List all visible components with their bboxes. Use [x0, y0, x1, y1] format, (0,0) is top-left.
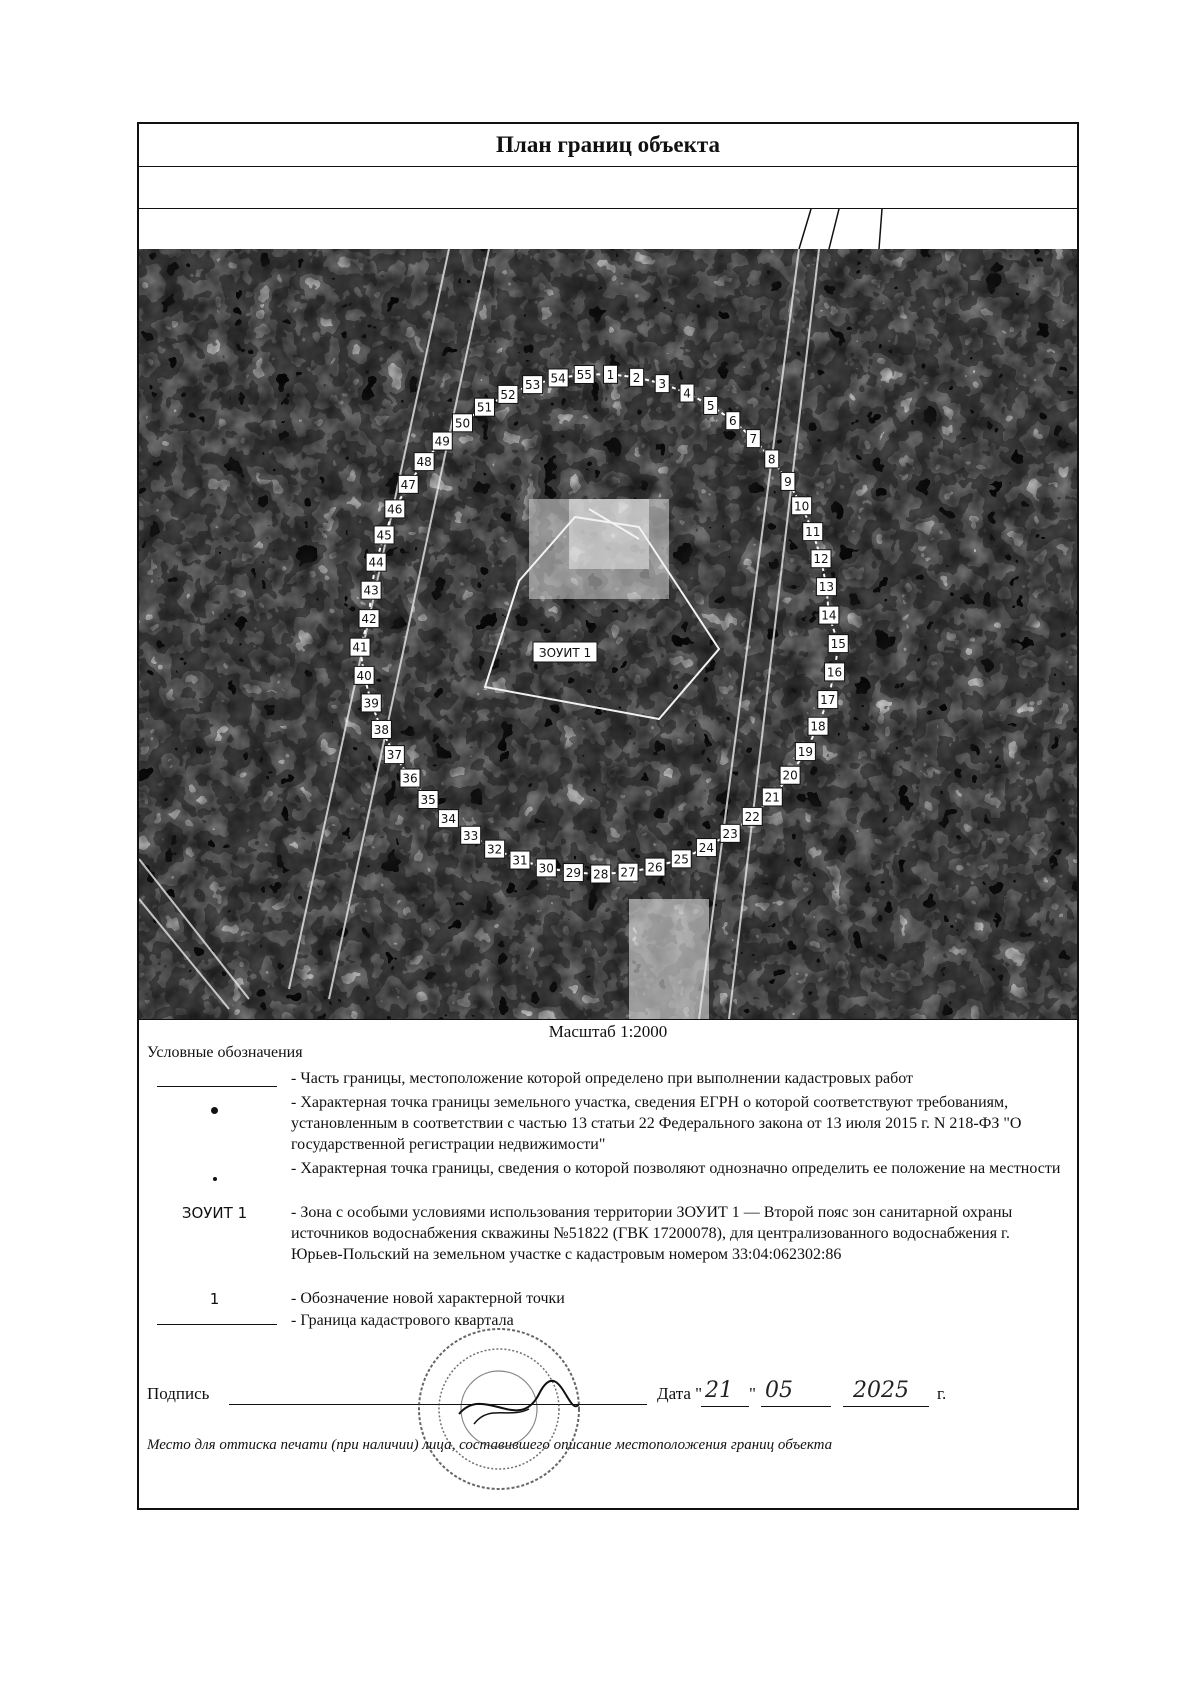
boundary-point-label: 5: [706, 398, 715, 413]
big-dot-icon: [147, 1099, 282, 1120]
date-month: 05: [765, 1378, 793, 1403]
legend-title: Условные обозначения: [147, 1044, 303, 1061]
boundary-point-15: [828, 635, 848, 653]
boundary-point-label: 46: [387, 502, 403, 517]
date-mid: ": [749, 1384, 756, 1403]
legend-item-quarter-boundary: [147, 1310, 1067, 1332]
boundary-point-label: 10: [794, 499, 810, 514]
boundary-point-19: [795, 743, 815, 761]
boundary-point-38: [371, 720, 391, 738]
boundary-point-9: [781, 472, 795, 490]
boundary-point-label: 41: [352, 640, 368, 655]
boundary-point-label: 22: [744, 809, 760, 824]
boundary-point-label: 19: [797, 745, 814, 760]
boundary-point-48: [414, 453, 434, 471]
boundary-point-label: 43: [363, 583, 379, 598]
boundary-point-label: 2: [632, 370, 641, 385]
boundary-point-label: 47: [400, 477, 416, 492]
boundary-point-label: 52: [500, 387, 516, 402]
boundary-point-18: [808, 717, 828, 735]
boundary-point-43: [361, 581, 381, 599]
boundary-point-label: 30: [538, 861, 554, 876]
boundary-point-label: 29: [565, 866, 581, 881]
boundary-point-30: [536, 859, 556, 877]
boundary-point-label: 4: [683, 386, 691, 401]
boundary-point-label: 3: [658, 377, 667, 392]
boundary-point-label: 11: [805, 525, 821, 540]
boundary-point-label: 50: [454, 416, 471, 431]
boundary-point-label: 20: [782, 768, 798, 783]
aerial-texture: [139, 209, 1077, 1019]
boundary-point-label: 28: [593, 867, 609, 882]
legend-item-zouit: [147, 1202, 1067, 1286]
boundary-point-53: [523, 376, 543, 394]
boundary-point-label: 6: [729, 414, 737, 429]
signature-line: [229, 1404, 647, 1405]
boundary-point-51: [474, 398, 494, 416]
legend-line-symbol: [157, 1086, 277, 1087]
boundary-point-label: 7: [749, 432, 758, 447]
boundary-point-label: 39: [363, 696, 379, 711]
boundary-point-28: [591, 865, 611, 883]
boundary-point-label: 40: [356, 668, 372, 683]
boundary-point-label: 27: [620, 865, 636, 880]
bright-patch: [569, 499, 649, 569]
date-year: 2025: [853, 1378, 909, 1403]
boundary-point-5: [704, 396, 718, 414]
boundary-point-49: [432, 432, 452, 450]
boundary-point-33: [461, 826, 481, 844]
boundary-point-26: [645, 858, 665, 876]
boundary-point-54: [548, 369, 568, 387]
boundary-point-label: 38: [373, 722, 390, 737]
map-top-blank: [139, 209, 1077, 249]
boundary-point-12: [811, 550, 831, 568]
boundary-point-50: [452, 414, 472, 432]
boundary-point-label: 44: [368, 555, 384, 570]
boundary-point-label: 33: [463, 828, 479, 843]
legend-item-text: - Характерная точка границы земельного участка, сведения ЕГРН о которой соответствуют требованиям, установленным в соответствии с частью 13 статьи 22 Федерального закона от 13 июля 2015 г. N 218-ФЗ "О государственной регистрации недвижимости": [291, 1094, 1022, 1153]
boundary-point-25: [671, 850, 691, 868]
aerial-map: [139, 208, 1077, 1020]
boundary-point-1: [603, 365, 617, 383]
boundary-point-label: 8: [767, 452, 776, 467]
boundary-point-34: [438, 810, 458, 828]
boundary-point-label: 55: [576, 368, 592, 383]
boundary-point-29: [563, 864, 583, 882]
date-day: 21: [705, 1378, 733, 1403]
boundary-point-42: [359, 610, 379, 628]
boundary-point-6: [726, 412, 740, 430]
boundary-point-45: [374, 526, 394, 544]
boundary-point-13: [816, 578, 836, 596]
legend-point-symbol: 1: [209, 1290, 220, 1308]
date-prefix: Дата ": [657, 1384, 703, 1403]
boundary-point-52: [498, 385, 518, 403]
boundary-point-label: 26: [647, 860, 663, 875]
legend-line-symbol: [157, 1324, 277, 1325]
boundary-point-label: 45: [376, 528, 392, 543]
boundary-point-label: 48: [416, 455, 432, 470]
boundary-point-23: [720, 824, 740, 842]
legend-item-registered-point: [147, 1092, 1067, 1156]
boundary-point-36: [400, 769, 420, 787]
boundary-point-37: [384, 746, 404, 764]
boundary-point-44: [366, 553, 386, 571]
boundary-point-label: 1: [606, 367, 615, 382]
plan-sheet: [137, 122, 1079, 1510]
boundary-point-label: 18: [810, 719, 826, 734]
boundary-point-label: 9: [784, 474, 792, 489]
legend-item-text: - Часть границы, местоположение которой определено при выполнении кадастровых работ: [291, 1070, 913, 1087]
page-title: План границ объекта: [496, 132, 720, 157]
boundary-point-55: [574, 366, 594, 384]
boundary-point-3: [655, 375, 669, 393]
signature-label: Подпись: [147, 1384, 210, 1403]
boundary-point-22: [742, 807, 762, 825]
boundary-point-label: 23: [722, 826, 738, 841]
zone-label: ЗОУИТ 1: [538, 646, 592, 660]
boundary-point-24: [696, 839, 716, 857]
boundary-point-label: 51: [476, 400, 493, 415]
boundary-point-label: 31: [512, 853, 528, 868]
legend-item-text: - Зона с особыми условиями использования территории ЗОУИТ 1 — Второй пояс зон санитарной охраны источников водоснабжения скважины №51822 (ГВК 17200078), для централизованного водоснабжения г. Юрьев-Польский на земельном участке с кадастровым номером 33:04:062302:86: [291, 1204, 1013, 1263]
boundary-point-47: [398, 475, 418, 493]
boundary-point-10: [792, 497, 812, 515]
boundary-point-20: [780, 766, 800, 784]
boundary-point-41: [350, 638, 370, 656]
boundary-point-2: [630, 368, 644, 386]
legend-item-text: - Обозначение новой характерной точки: [291, 1290, 565, 1307]
legend-item-text: - Характерная точка границы, сведения о которой позволяют однозначно определить ее положение на местности: [291, 1160, 1061, 1177]
boundary-point-label: 42: [361, 612, 377, 627]
boundary-point-label: 53: [524, 378, 541, 393]
small-dot-icon: [147, 1166, 282, 1187]
boundary-point-label: 49: [434, 434, 450, 449]
boundary-point-40: [354, 666, 374, 684]
boundary-point-label: 12: [813, 552, 829, 567]
boundary-point-27: [618, 863, 638, 881]
boundary-point-label: 25: [673, 852, 689, 867]
boundary-point-11: [803, 523, 823, 541]
boundary-point-21: [762, 788, 782, 806]
boundary-point-14: [819, 606, 839, 624]
boundary-point-16: [825, 663, 845, 681]
boundary-point-label: 13: [818, 580, 835, 595]
map-canvas: [139, 209, 1077, 1019]
boundary-point-4: [680, 384, 694, 402]
boundary-point-8: [765, 450, 779, 468]
legend-item-surveyed-boundary: [147, 1068, 1067, 1090]
boundary-point-39: [361, 694, 381, 712]
legend-item-new-point: [147, 1288, 1067, 1310]
date-suffix: г.: [937, 1384, 947, 1403]
map-scale: Масштаб 1:2000: [548, 1022, 668, 1041]
seal-stamp: [389, 1324, 609, 1494]
legend-item-characteristic-point: [147, 1158, 1067, 1202]
legend-item-text: - Граница кадастрового квартала: [291, 1312, 514, 1329]
boundary-point-label: 35: [420, 793, 436, 808]
boundary-point-label: 34: [440, 812, 457, 827]
boundary-point-32: [485, 840, 505, 858]
boundary-point-31: [510, 851, 530, 869]
boundary-point-label: 32: [487, 842, 503, 857]
stamp-placeholder-note: Место для оттиска печати (при наличии) лица, составившего описание местоположения границ объекта: [147, 1437, 833, 1453]
boundary-point-label: 14: [821, 608, 837, 623]
boundary-point-label: 54: [550, 371, 566, 386]
boundary-point-label: 36: [402, 771, 418, 786]
title-row: [139, 124, 1077, 167]
boundary-point-label: 21: [764, 790, 780, 805]
boundary-point-7: [746, 430, 760, 448]
legend-zouit-symbol: ЗОУИТ 1: [181, 1204, 248, 1222]
boundary-point-46: [385, 500, 405, 518]
boundary-point-17: [818, 691, 838, 709]
bright-patch: [629, 899, 709, 1019]
boundary-point-label: 24: [698, 841, 715, 856]
boundary-point-35: [418, 791, 438, 809]
boundary-point-label: 17: [820, 693, 836, 708]
boundary-point-label: 16: [826, 665, 843, 680]
boundary-point-label: 15: [830, 637, 846, 652]
boundary-point-label: 37: [386, 748, 403, 763]
zone-label-box: [533, 642, 597, 662]
